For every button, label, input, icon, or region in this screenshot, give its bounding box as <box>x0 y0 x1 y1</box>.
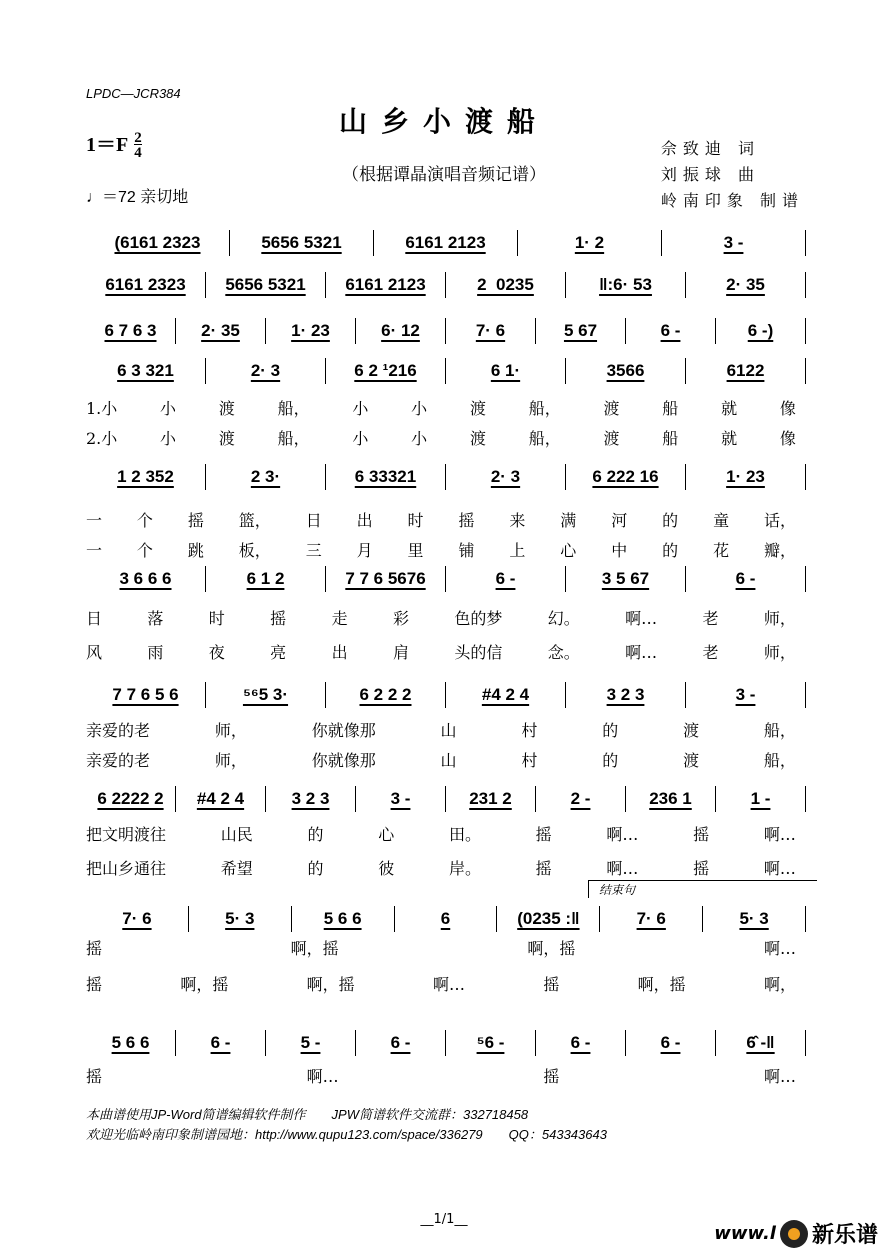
lyric-word: 把山乡通往 <box>86 859 167 878</box>
lyric-word: 小 <box>352 429 369 448</box>
time-signature <box>134 131 142 161</box>
measure <box>356 1030 446 1056</box>
notes: 7· 6 <box>636 909 666 928</box>
measure <box>356 318 446 344</box>
lyric-word: 师， <box>763 643 796 662</box>
lyric-word: 上 <box>509 541 526 560</box>
notes: ‖:6· 53 <box>599 275 652 294</box>
measure <box>703 906 806 932</box>
measure <box>536 1030 626 1056</box>
measure <box>536 318 626 344</box>
credits <box>661 136 804 214</box>
lyric-word: 日 <box>86 609 103 628</box>
lyric-word: 啊… <box>763 859 796 878</box>
notes: 6 3 321 <box>117 361 174 380</box>
lyric-word: 心 <box>560 541 577 560</box>
measure <box>292 906 395 932</box>
lyric-word: 啊，摇 <box>290 939 339 958</box>
lyric-word: 出 <box>356 511 373 530</box>
vinyl-disc-icon <box>780 1220 808 1248</box>
measure <box>356 786 446 812</box>
lyric-word: 月 <box>356 541 373 560</box>
lyric-word: 师， <box>214 721 247 740</box>
measure <box>326 464 446 490</box>
measure <box>446 566 566 592</box>
measure <box>326 682 446 708</box>
measure <box>206 566 326 592</box>
measure <box>566 464 686 490</box>
notes: 3 2 3 <box>291 789 330 808</box>
composer: 刘振球 曲 <box>660 165 760 184</box>
watermark-brand: 新乐谱 <box>811 1223 878 1248</box>
notes: 6 - <box>210 1033 231 1052</box>
notes: ⁵⁶5 3· <box>242 685 289 704</box>
notes: 1 2 352 <box>117 467 174 486</box>
lyric-word: 摇 <box>86 975 103 994</box>
lyric-word: 啊… <box>763 939 796 958</box>
lyric-word: 老 <box>702 643 719 662</box>
notes: 6161 2323 <box>105 275 186 294</box>
notes: (6161 2323 <box>114 233 201 252</box>
lyric-word: 板， <box>238 541 271 560</box>
lyric-word: 一 <box>86 541 103 560</box>
time-bottom: 4 <box>134 145 142 162</box>
lyric-word: 花 <box>713 541 730 560</box>
lyric-word: 色的梦 <box>454 609 503 628</box>
lyric-word: 肩 <box>392 643 409 662</box>
lyric-word: 河 <box>611 511 628 530</box>
lyric-word: 摇 <box>543 975 560 994</box>
lyric-word: 田。 <box>448 825 481 844</box>
notes: 1· 2 <box>574 233 605 252</box>
subtitle: （根据谭晶演唱音频记谱） <box>342 165 546 185</box>
lyric-word: 啊，摇 <box>637 975 686 994</box>
measure <box>266 1030 356 1056</box>
measure <box>374 230 518 256</box>
lyric-word: 啊， <box>763 975 796 994</box>
measure <box>446 358 566 384</box>
score-system <box>86 786 806 812</box>
notes: 7 7 6 5676 <box>345 569 426 588</box>
lyric-line <box>86 606 796 629</box>
lyric-word: 渡 <box>469 429 486 448</box>
measure <box>518 230 662 256</box>
measure <box>395 906 498 932</box>
notes: 6̂ -‖ <box>746 1033 775 1052</box>
measure <box>716 786 806 812</box>
measure <box>86 358 206 384</box>
lyric-word: 的 <box>662 541 679 560</box>
notes: 7 7 6 5 6 <box>112 685 179 704</box>
measure <box>536 786 626 812</box>
watermark-url: www.l <box>714 1223 776 1244</box>
lyric-word: 啊… <box>306 1067 339 1086</box>
lyric-word: 老 <box>702 609 719 628</box>
notes: 231 2 <box>469 789 512 808</box>
lyric-word: 一 <box>86 511 103 530</box>
lyric-word: 船， <box>528 399 561 418</box>
notes: #4 2 4 <box>196 789 245 808</box>
notes: 1· 23 <box>291 321 330 340</box>
lyric-word: 亮 <box>270 643 287 662</box>
lyric-word: 摇 <box>535 859 552 878</box>
notes: 5 6 6 <box>111 1033 150 1052</box>
lyric-line <box>86 748 796 771</box>
notes: 6 - <box>570 1033 591 1052</box>
ending-label: 结束句 <box>588 880 817 898</box>
lyric-word: 啊… <box>625 609 658 628</box>
lyric-word: 啊… <box>432 975 465 994</box>
measure <box>266 318 356 344</box>
notes: 6 33321 <box>354 467 417 486</box>
time-top: 2 <box>134 130 142 147</box>
lyric-line <box>86 640 796 663</box>
lyric-word: 渡 <box>683 721 700 740</box>
lyric-word: 摇 <box>270 609 287 628</box>
measure <box>206 682 326 708</box>
lyric-line <box>86 426 796 449</box>
measure <box>176 786 266 812</box>
notes: 1 - <box>750 789 771 808</box>
lyric-word: 船 <box>662 429 679 448</box>
measure <box>86 1030 176 1056</box>
lyric-word: 铺 <box>458 541 475 560</box>
notes: 6 1 2 <box>246 569 285 588</box>
lyric-word: 摇 <box>86 1067 103 1086</box>
measure <box>446 318 536 344</box>
notes: #4 2 4 <box>481 685 530 704</box>
notes: 6 - <box>735 569 756 588</box>
lyric-word: 中 <box>611 541 628 560</box>
notes: 2 0235 <box>477 275 534 294</box>
lyric-word: 的 <box>307 825 324 844</box>
measure <box>566 682 686 708</box>
measure <box>230 230 374 256</box>
lyric-word: 里 <box>407 541 424 560</box>
notes: 3 2 3 <box>606 685 645 704</box>
lyric-line <box>86 972 796 995</box>
notes: 6 - <box>390 1033 411 1052</box>
measure <box>86 786 176 812</box>
notes: 6 222 16 <box>592 467 659 486</box>
arranger: 岭南印象 制谱 <box>660 191 804 210</box>
measure <box>326 358 446 384</box>
lyric-word: 师， <box>214 751 247 770</box>
lyric-word: 摇 <box>86 939 103 958</box>
measure <box>686 358 806 384</box>
notes: 6161 2123 <box>405 233 486 252</box>
measure <box>686 682 806 708</box>
lyric-line <box>86 936 796 959</box>
lyric-word: 啊… <box>606 825 639 844</box>
measure <box>716 1030 806 1056</box>
lyric-word: 船， <box>763 751 796 770</box>
lyric-word: 啊，摇 <box>306 975 355 994</box>
notes: 6 -) <box>747 321 774 340</box>
lyric-word: 的 <box>602 751 619 770</box>
notes: 236 1 <box>649 789 692 808</box>
lyric-line <box>86 508 796 531</box>
notes: 5 67 <box>563 321 598 340</box>
notes: 5656 5321 <box>261 233 342 252</box>
lyric-word: 渡 <box>683 751 700 770</box>
lyric-word: 小 <box>160 429 177 448</box>
notes: 5 6 6 <box>323 909 362 928</box>
lyric-word: 岸。 <box>448 859 481 878</box>
notes: 1· 23 <box>726 467 765 486</box>
notes: 3 - <box>723 233 744 252</box>
lyric-word: 小 <box>160 399 177 418</box>
notes: 5· 3 <box>225 909 255 928</box>
lyric-word: 山 <box>440 721 457 740</box>
lyricist: 佘致迪 词 <box>660 139 760 158</box>
lyric-word: 走 <box>331 609 348 628</box>
lyric-word: 摇 <box>535 825 552 844</box>
lyric-word: 日 <box>305 511 322 530</box>
notes: 2· 35 <box>201 321 240 340</box>
measure <box>266 786 356 812</box>
measure <box>446 464 566 490</box>
lyric-word: 时 <box>208 609 225 628</box>
lyric-word: 的 <box>602 721 619 740</box>
lyric-word: 夜 <box>208 643 225 662</box>
lyric-word: 个 <box>136 541 153 560</box>
lyric-word: 啊… <box>763 825 796 844</box>
lyric-word: 小 <box>352 399 369 418</box>
lyric-word: 把文明渡往 <box>86 825 167 844</box>
lyric-line <box>86 538 796 561</box>
measure <box>446 1030 536 1056</box>
notes: 6 1· <box>490 361 521 380</box>
measure <box>716 318 806 344</box>
lyric-word: 师， <box>763 609 796 628</box>
notes: 6 - <box>660 321 681 340</box>
measure <box>566 358 686 384</box>
page-number: __1/1__ <box>420 1212 468 1227</box>
score-system <box>86 358 806 384</box>
lyric-line <box>86 822 796 845</box>
lyric-word: 摇 <box>543 1067 560 1086</box>
lyric-word: 像 <box>779 429 796 448</box>
measure <box>662 230 806 256</box>
measure <box>626 1030 716 1056</box>
notes: 6 - <box>660 1033 681 1052</box>
measure <box>446 786 536 812</box>
notes: 6122 <box>726 361 765 380</box>
notes: 3566 <box>606 361 645 380</box>
measure <box>206 464 326 490</box>
lyric-word: 船， <box>528 429 561 448</box>
lyric-word: 1.小 <box>86 399 118 418</box>
lyric-word: 船， <box>277 429 310 448</box>
measure <box>626 318 716 344</box>
measure <box>86 906 189 932</box>
notes: 3 6 6 6 <box>119 569 172 588</box>
lyric-word: 摇 <box>187 511 204 530</box>
measure <box>600 906 703 932</box>
footer-line-1: 本曲谱使用JP-Word简谱编辑软件制作 JPW简谱软件交流群：332718458 <box>86 1107 529 1122</box>
score-system <box>86 464 806 490</box>
lyric-word: 啊，摇 <box>527 939 576 958</box>
notes: 2· 3 <box>250 361 281 380</box>
notes: 6· 12 <box>381 321 420 340</box>
measure <box>86 682 206 708</box>
lyric-word: 亲爱的老 <box>86 721 151 740</box>
lyric-word: 风 <box>86 643 103 662</box>
lyric-word: 摇 <box>458 511 475 530</box>
lyric-word: 话， <box>763 511 796 530</box>
measure <box>686 566 806 592</box>
measure <box>446 272 566 298</box>
lyric-word: 心 <box>378 825 395 844</box>
measure <box>326 566 446 592</box>
lyric-word: 满 <box>560 511 577 530</box>
notes: 7· 6 <box>122 909 152 928</box>
notes: 5· 3 <box>739 909 769 928</box>
notes: 6 2222 2 <box>97 789 164 808</box>
lyric-word: 雨 <box>147 643 164 662</box>
score-system <box>86 682 806 708</box>
lyric-word: 你就像那 <box>311 751 376 770</box>
lyric-word: 摇 <box>693 825 710 844</box>
notes: 2 - <box>570 789 591 808</box>
lyric-word: 童 <box>713 511 730 530</box>
lyric-word: 希望 <box>220 859 253 878</box>
lyric-word: 就 <box>721 399 738 418</box>
measure <box>566 566 686 592</box>
lyric-word: 头的信 <box>454 643 503 662</box>
measure <box>86 230 230 256</box>
lyric-word: 出 <box>331 643 348 662</box>
measure <box>566 272 686 298</box>
lyric-word: 彩 <box>392 609 409 628</box>
score-system <box>86 566 806 592</box>
score-system <box>86 1030 806 1056</box>
lyric-line <box>86 1064 796 1087</box>
notes: 3 - <box>390 789 411 808</box>
lyric-word: 来 <box>509 511 526 530</box>
measure <box>686 272 806 298</box>
notes: 6 2 2 2 <box>359 685 412 704</box>
measure <box>446 682 566 708</box>
notes: 2· 35 <box>726 275 765 294</box>
notes: 2· 3 <box>490 467 521 486</box>
lyric-word: 渡 <box>603 429 620 448</box>
measure <box>326 272 446 298</box>
key: 1＝F <box>86 134 129 156</box>
lyric-line <box>86 718 796 741</box>
lyric-word: 彼 <box>378 859 395 878</box>
measure <box>176 318 266 344</box>
notes: 6161 2123 <box>345 275 426 294</box>
watermark-logo <box>714 1218 878 1249</box>
lyric-word: 个 <box>136 511 153 530</box>
notes: 3 - <box>735 685 756 704</box>
score-system <box>86 318 806 344</box>
measure <box>86 318 176 344</box>
measure <box>686 464 806 490</box>
lyric-line <box>86 856 796 879</box>
notes: 6 <box>440 909 451 928</box>
lyric-line <box>86 396 796 419</box>
measure <box>176 1030 266 1056</box>
lyric-word: 山 <box>440 751 457 770</box>
key-signature <box>86 128 142 161</box>
song-title: 山乡小渡船 <box>338 105 549 138</box>
lyric-word: 啊… <box>763 1067 796 1086</box>
measure <box>86 566 206 592</box>
lyric-word: 摇 <box>693 859 710 878</box>
score-system <box>86 230 806 256</box>
lyric-word: 的 <box>662 511 679 530</box>
measure <box>626 786 716 812</box>
lyric-word: 篮， <box>238 511 271 530</box>
lyric-word: 小 <box>411 429 428 448</box>
lyric-word: 船， <box>763 721 796 740</box>
lyric-word: 船 <box>662 399 679 418</box>
lyric-word: 念。 <box>547 643 580 662</box>
lyric-word: 渡 <box>469 399 486 418</box>
lyric-word: 啊，摇 <box>180 975 229 994</box>
score-code: LPDC—JCR384 <box>86 86 181 101</box>
lyric-word: 的 <box>307 859 324 878</box>
lyric-word: 你就像那 <box>311 721 376 740</box>
lyric-word: 亲爱的老 <box>86 751 151 770</box>
notes: 6 7 6 3 <box>104 321 157 340</box>
measure <box>189 906 292 932</box>
lyric-word: 三 <box>305 541 322 560</box>
lyric-word: 幻。 <box>547 609 580 628</box>
lyric-word: 渡 <box>603 399 620 418</box>
score-system <box>86 272 806 298</box>
lyric-word: 村 <box>521 721 538 740</box>
lyric-word: 2.小 <box>86 429 118 448</box>
notes: 5656 5321 <box>225 275 306 294</box>
lyric-word: 渡 <box>218 429 235 448</box>
notes: 3 5 67 <box>601 569 650 588</box>
lyric-word: 村 <box>521 751 538 770</box>
lyric-word: 像 <box>779 399 796 418</box>
measure <box>497 906 600 932</box>
notes: 2 3· <box>250 467 281 486</box>
notes: 6 - <box>495 569 516 588</box>
measure <box>206 272 326 298</box>
measure <box>86 272 206 298</box>
notes: 6 2 ¹216 <box>354 361 417 380</box>
tempo: ♩＝72 亲切地 <box>86 189 189 206</box>
lyric-word: 跳 <box>187 541 204 560</box>
footer-line-2: 欢迎光临岭南印象制谱园地：http://www.qupu123.com/space/336279 QQ：543343643 <box>86 1127 607 1142</box>
notes: ⁵6 - <box>476 1033 505 1052</box>
lyric-word: 啊… <box>606 859 639 878</box>
notes: 7· 6 <box>475 321 506 340</box>
notes: 5 - <box>300 1033 321 1052</box>
lyric-word: 小 <box>411 399 428 418</box>
notes: (0235 :‖ <box>517 909 580 928</box>
lyric-word: 啊… <box>625 643 658 662</box>
lyric-word: 船， <box>277 399 310 418</box>
lyric-word: 落 <box>147 609 164 628</box>
lyric-word: 瓣， <box>763 541 796 560</box>
lyric-word: 时 <box>407 511 424 530</box>
lyric-word: 渡 <box>218 399 235 418</box>
score-system <box>86 906 806 932</box>
measure <box>206 358 326 384</box>
lyric-word: 就 <box>721 429 738 448</box>
lyric-word: 山民 <box>220 825 253 844</box>
measure <box>86 464 206 490</box>
